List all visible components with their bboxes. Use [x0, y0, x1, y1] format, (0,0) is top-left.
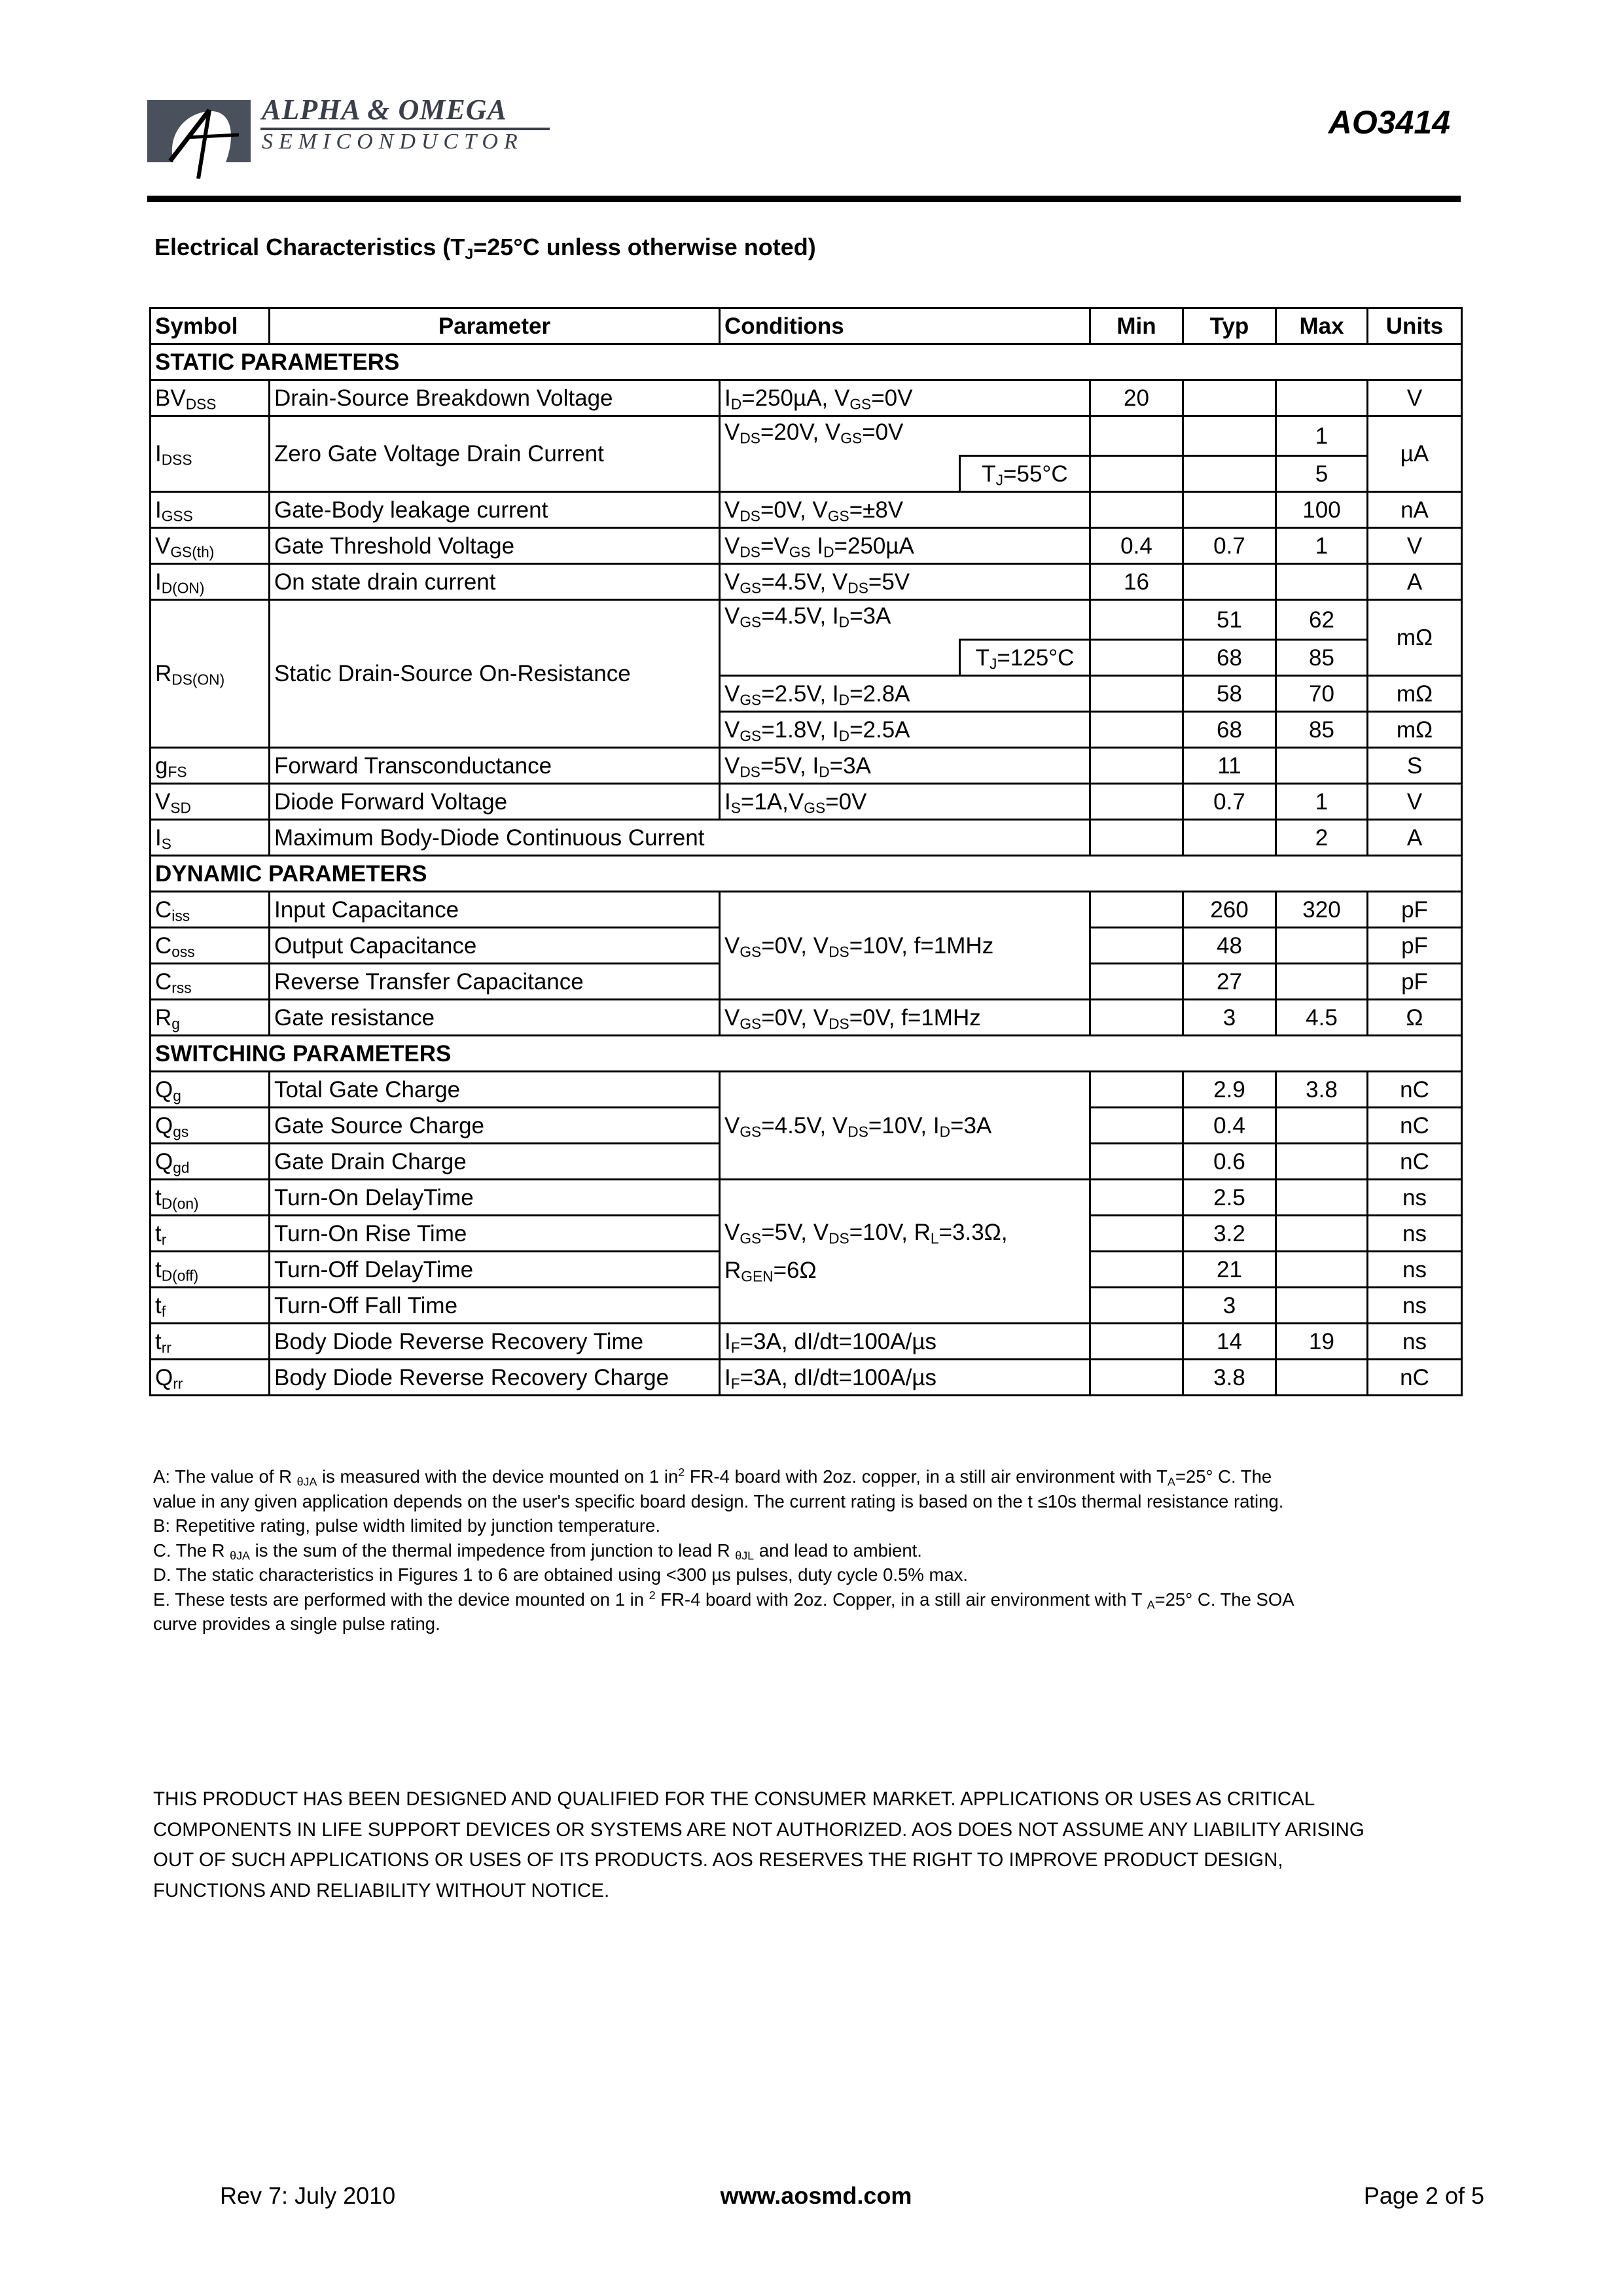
parameter-cell: Reverse Transfer Capacitance — [270, 964, 720, 1000]
max-cell: 1 — [1276, 416, 1368, 456]
parameter-cell: Input Capacitance — [270, 892, 720, 928]
table-row — [151, 600, 1462, 640]
table-row — [151, 1072, 1462, 1108]
min-cell — [1090, 712, 1183, 748]
parameter-cell: Body Diode Reverse Recovery Time — [270, 1324, 720, 1360]
symbol-cell: $BV_{DSS}$ — [151, 380, 270, 416]
section-row — [151, 1036, 1462, 1072]
page-number: Page 2 of 5 — [1363, 2182, 1484, 2209]
dynamic-parameters-heading: DYNAMIC PARAMETERS — [151, 856, 1462, 892]
min-cell — [1090, 640, 1183, 676]
symbol-cell: $t_f$ — [151, 1288, 270, 1324]
typ-cell — [1183, 380, 1276, 416]
title-prefix: Electrical Characteristics (T — [154, 234, 465, 260]
symbol-cell: $I_{DSS}$ — [151, 416, 270, 492]
conditions-cell — [720, 1180, 1090, 1324]
typ-cell: 58 — [1183, 676, 1276, 712]
units-cell: µA — [1368, 416, 1462, 492]
parameter-cell: Maximum Body-Diode Continuous Current — [270, 820, 1090, 856]
typ-cell: 0.7 — [1183, 784, 1276, 820]
footnote-b: B: Repetitive rating, pulse width limited by junction temperature. — [153, 1515, 660, 1536]
min-cell — [1090, 1360, 1183, 1396]
max-cell — [1276, 928, 1368, 964]
units-cell: nC — [1368, 1144, 1462, 1180]
parameter-cell: Turn-Off DelayTime — [270, 1252, 720, 1288]
conditions-cell: $V_{DS}=0V$, $V_{GS}=\pm 8V$ — [720, 492, 1090, 528]
conditions-spacer — [720, 640, 960, 676]
parameter-cell: Gate resistance — [270, 1000, 720, 1036]
typ-cell: 2.9 — [1183, 1072, 1276, 1108]
footnote-a-cont: value in any given application depends on the user's specific board design. The current rating is based on the t ≤10s thermal resistance rating. — [153, 1491, 1284, 1511]
conditions-cell: $V_{GS}=4.5V$, $V_{DS}=5V$ — [720, 564, 1090, 600]
section-row — [151, 856, 1462, 892]
typ-cell: 48 — [1183, 928, 1276, 964]
table-row — [151, 380, 1462, 416]
section-title — [154, 234, 816, 261]
min-cell — [1090, 892, 1183, 928]
header-parameter: Parameter — [270, 308, 720, 344]
min-cell — [1090, 416, 1183, 456]
parameter-cell: Zero Gate Voltage Drain Current — [270, 416, 720, 492]
max-cell: 19 — [1276, 1324, 1368, 1360]
units-cell: nA — [1368, 492, 1462, 528]
max-cell — [1276, 1180, 1368, 1216]
table-row — [151, 416, 1462, 456]
min-cell: 16 — [1090, 564, 1183, 600]
max-cell: 5 — [1276, 456, 1368, 492]
typ-cell: 0.6 — [1183, 1144, 1276, 1180]
min-cell — [1090, 676, 1183, 712]
units-cell: ns — [1368, 1324, 1462, 1360]
table-row — [151, 1360, 1462, 1396]
parameter-cell: Turn-On Rise Time — [270, 1216, 720, 1252]
disclaimer-line: FUNCTIONS AND RELIABILITY WITHOUT NOTICE. — [153, 1879, 610, 1901]
max-cell: 100 — [1276, 492, 1368, 528]
header-max: Max — [1276, 308, 1368, 344]
symbol-cell: $Q_{gd}$ — [151, 1144, 270, 1180]
max-cell: 320 — [1276, 892, 1368, 928]
logo-company-name: ALPHA & OMEGA — [262, 94, 507, 126]
units-cell: nC — [1368, 1108, 1462, 1144]
min-cell — [1090, 820, 1183, 856]
min-cell — [1090, 1288, 1183, 1324]
min-cell: 20 — [1090, 380, 1183, 416]
conditions-cell: $V_{DS}=V_{GS}$ $I_D=250\mu A$ — [720, 528, 1090, 564]
footnote-d: D. The static characteristics in Figures 1 to 6 are obtained using <300 µs pulses, duty cycle 0.5% max. — [153, 1564, 969, 1585]
section-row — [151, 344, 1462, 380]
max-cell — [1276, 1360, 1368, 1396]
footnote-e-cont: curve provides a single pulse rating. — [153, 1614, 440, 1634]
symbol-cell: $V_{SD}$ — [151, 784, 270, 820]
units-cell: V — [1368, 380, 1462, 416]
parameter-cell: On state drain current — [270, 564, 720, 600]
max-cell: 62 — [1276, 600, 1368, 640]
symbol-cell: $g_{FS}$ — [151, 748, 270, 784]
symbol-cell: $R_{DS(ON)}$ — [151, 600, 270, 748]
parameter-cell: Turn-On DelayTime — [270, 1180, 720, 1216]
symbol-cell: $t_{D(on)}$ — [151, 1180, 270, 1216]
units-cell: Ω — [1368, 1000, 1462, 1036]
parameter-cell: Drain-Source Breakdown Voltage — [270, 380, 720, 416]
min-cell — [1090, 1252, 1183, 1288]
parameter-cell: Output Capacitance — [270, 928, 720, 964]
min-cell — [1090, 1000, 1183, 1036]
symbol-cell: $Q_g$ — [151, 1072, 270, 1108]
table-header-row — [151, 308, 1462, 344]
conditions-spacer — [720, 456, 960, 492]
typ-cell: 2.5 — [1183, 1180, 1276, 1216]
header-conditions: Conditions — [720, 308, 1090, 344]
footnotes — [153, 1464, 1462, 1636]
parameter-cell: Static Drain-Source On-Resistance — [270, 600, 720, 748]
header-symbol: Symbol — [151, 308, 270, 344]
disclaimer-line: COMPONENTS IN LIFE SUPPORT DEVICES OR SYSTEMS ARE NOT AUTHORIZED. AOS DOES NOT ASSUME ANY LIABILITY ARISING — [153, 1818, 1364, 1841]
footnote-c: C. The R $_{\theta JA}$ is the sum of the thermal impedence from junction to lead R $_{\theta JL}$ and lead to ambient. — [153, 1540, 922, 1562]
max-cell — [1276, 380, 1368, 416]
min-cell: 0.4 — [1090, 528, 1183, 564]
typ-cell — [1183, 492, 1276, 528]
conditions-temp-cell: $T_J=125^\circ C$ — [960, 640, 1090, 676]
disclaimer — [153, 1784, 1364, 1906]
symbol-cell: $t_r$ — [151, 1216, 270, 1252]
max-cell — [1276, 964, 1368, 1000]
typ-cell: 3.2 — [1183, 1216, 1276, 1252]
max-cell — [1276, 1288, 1368, 1324]
min-cell — [1090, 492, 1183, 528]
table-row — [151, 892, 1462, 928]
footnote-e: E. These tests are performed with the device mounted on 1 in $^2$ FR-4 board with 2oz. Copper, in a still air environment with T $_A$=25° C. The SOA — [153, 1588, 1294, 1611]
typ-cell — [1183, 416, 1276, 456]
revision-text: Rev 7: July 2010 — [220, 2182, 396, 2209]
units-cell: mΩ — [1368, 676, 1462, 712]
min-cell — [1090, 456, 1183, 492]
part-number: AO3414 — [1328, 104, 1450, 141]
max-cell — [1276, 1216, 1368, 1252]
conditions-cell: $I_F=3A$, dI/dt=100A/µs — [720, 1324, 1090, 1360]
conditions-cell: $I_F=3A$, dI/dt=100A/µs — [720, 1360, 1090, 1396]
electrical-characteristics-table — [149, 307, 1463, 1396]
conditions-cell: $V_{GS}=0V$, $V_{DS}=10V$, f=1MHz — [720, 892, 1090, 1000]
conditions-cell: $I_D=250\mu A$, $V_{GS}=0V$ — [720, 380, 1090, 416]
table-row — [151, 748, 1462, 784]
typ-cell — [1183, 456, 1276, 492]
min-cell — [1090, 964, 1183, 1000]
conditions-cell: $V_{DS}=20V$, $V_{GS}=0V$ — [720, 416, 1090, 456]
footnote-a: A: The value of R $_{\theta JA}$ is measured with the device mounted on 1 $in^2$ FR-4 board with 2oz. copper, in a still air environment with $T_A=25^\circ$ C. The — [153, 1466, 1272, 1489]
static-parameters-heading: STATIC PARAMETERS — [151, 344, 1462, 380]
max-cell: 3.8 — [1276, 1072, 1368, 1108]
typ-cell — [1183, 820, 1276, 856]
typ-cell: 11 — [1183, 748, 1276, 784]
timing-conditions-line-2: $R_{GEN}=6\Omega$ — [724, 1257, 817, 1285]
symbol-cell: $I_S$ — [151, 820, 270, 856]
title-suffix: =25°C unless otherwise noted) — [473, 234, 816, 260]
symbol-cell: $C_{iss}$ — [151, 892, 270, 928]
typ-cell: 21 — [1183, 1252, 1276, 1288]
units-cell: A — [1368, 820, 1462, 856]
switching-parameters-heading: SWITCHING PARAMETERS — [151, 1036, 1462, 1072]
min-cell — [1090, 928, 1183, 964]
max-cell: 70 — [1276, 676, 1368, 712]
units-cell: nC — [1368, 1072, 1462, 1108]
parameter-cell: Total Gate Charge — [270, 1072, 720, 1108]
conditions-cell: $V_{GS}=0V$, $V_{DS}=0V$, f=1MHz — [720, 1000, 1090, 1036]
max-cell — [1276, 564, 1368, 600]
conditions-cell: $V_{GS}=4.5V$, $I_D=3A$ — [720, 600, 1090, 640]
typ-cell: 3 — [1183, 1000, 1276, 1036]
typ-cell: 3 — [1183, 1288, 1276, 1324]
table-row — [151, 1324, 1462, 1360]
timing-conditions-line-1: $V_{GS}=5V$, $V_{DS}=10V$, $R_L=3.3\Omega$, — [724, 1219, 1008, 1247]
typ-cell — [1183, 564, 1276, 600]
parameter-cell: Forward Transconductance — [270, 748, 720, 784]
header-units: Units — [1368, 308, 1462, 344]
max-cell — [1276, 1252, 1368, 1288]
disclaimer-line: THIS PRODUCT HAS BEEN DESIGNED AND QUALIFIED FOR THE CONSUMER MARKET. APPLICATIONS OR USES AS CRITICAL — [153, 1788, 1315, 1810]
min-cell — [1090, 1072, 1183, 1108]
units-cell: S — [1368, 748, 1462, 784]
units-cell: ns — [1368, 1252, 1462, 1288]
header-typ: Typ — [1183, 308, 1276, 344]
parameter-cell: Turn-Off Fall Time — [270, 1288, 720, 1324]
max-cell: 1 — [1276, 528, 1368, 564]
symbol-cell: $Q_{rr}$ — [151, 1360, 270, 1396]
conditions-cell: $I_S=1A,V_{GS}=0V$ — [720, 784, 1090, 820]
units-cell: mΩ — [1368, 712, 1462, 748]
parameter-cell: Diode Forward Voltage — [270, 784, 720, 820]
units-cell: mΩ — [1368, 600, 1462, 676]
units-cell: ns — [1368, 1216, 1462, 1252]
max-cell — [1276, 1108, 1368, 1144]
min-cell — [1090, 1216, 1183, 1252]
min-cell — [1090, 1144, 1183, 1180]
typ-cell: 68 — [1183, 640, 1276, 676]
units-cell: pF — [1368, 928, 1462, 964]
min-cell — [1090, 784, 1183, 820]
symbol-cell: $C_{oss}$ — [151, 928, 270, 964]
max-cell — [1276, 748, 1368, 784]
units-cell: A — [1368, 564, 1462, 600]
typ-cell: 0.7 — [1183, 528, 1276, 564]
parameter-cell: Gate Drain Charge — [270, 1144, 720, 1180]
table-row — [151, 820, 1462, 856]
typ-cell: 68 — [1183, 712, 1276, 748]
typ-cell: 260 — [1183, 892, 1276, 928]
max-cell: 4.5 — [1276, 1000, 1368, 1036]
min-cell — [1090, 1108, 1183, 1144]
units-cell: pF — [1368, 892, 1462, 928]
symbol-cell: $t_{rr}$ — [151, 1324, 270, 1360]
table-row — [151, 564, 1462, 600]
logo-company-subtitle: SEMICONDUCTOR — [262, 130, 524, 154]
conditions-temp-cell: $T_J=55^\circ C$ — [960, 456, 1090, 492]
min-cell — [1090, 1180, 1183, 1216]
typ-cell: 27 — [1183, 964, 1276, 1000]
min-cell — [1090, 600, 1183, 640]
typ-cell: 0.4 — [1183, 1108, 1276, 1144]
symbol-cell: $t_{D(off)}$ — [151, 1252, 270, 1288]
max-cell: 2 — [1276, 820, 1368, 856]
symbol-cell: $I_{GSS}$ — [151, 492, 270, 528]
table-row — [151, 528, 1462, 564]
website-link[interactable]: www.aosmd.com — [720, 2182, 912, 2209]
typ-cell: 51 — [1183, 600, 1276, 640]
table-row — [151, 492, 1462, 528]
min-cell — [1090, 1324, 1183, 1360]
symbol-cell: $V_{GS(th)}$ — [151, 528, 270, 564]
title-subscript: J — [465, 245, 474, 262]
disclaimer-line: OUT OF SUCH APPLICATIONS OR USES OF ITS PRODUCTS. AOS RESERVES THE RIGHT TO IMPROVE PRODUCT DESIGN, — [153, 1849, 1283, 1871]
conditions-cell: $V_{GS}=2.5V$, $I_D=2.8A$ — [720, 676, 1090, 712]
units-cell: V — [1368, 784, 1462, 820]
conditions-cell: $V_{DS}=5V$, $I_D=3A$ — [720, 748, 1090, 784]
symbol-cell: $Q_{gs}$ — [151, 1108, 270, 1144]
units-cell: ns — [1368, 1288, 1462, 1324]
min-cell — [1090, 748, 1183, 784]
conditions-cell: $V_{GS}=1.8V$, $I_D=2.5A$ — [720, 712, 1090, 748]
conditions-cell: $V_{GS}=4.5V$, $V_{DS}=10V$, $I_D=3A$ — [720, 1072, 1090, 1180]
units-cell: nC — [1368, 1360, 1462, 1396]
typ-cell: 14 — [1183, 1324, 1276, 1360]
parameter-cell: Gate-Body leakage current — [270, 492, 720, 528]
units-cell: pF — [1368, 964, 1462, 1000]
symbol-cell: $I_{D(ON)}$ — [151, 564, 270, 600]
units-cell: V — [1368, 528, 1462, 564]
parameter-cell: Body Diode Reverse Recovery Charge — [270, 1360, 720, 1396]
symbol-cell: $C_{rss}$ — [151, 964, 270, 1000]
parameter-cell: Gate Source Charge — [270, 1108, 720, 1144]
table-row — [151, 1000, 1462, 1036]
max-cell: 1 — [1276, 784, 1368, 820]
table-row — [151, 1180, 1462, 1216]
typ-cell: 3.8 — [1183, 1360, 1276, 1396]
units-cell: ns — [1368, 1180, 1462, 1216]
header-min: Min — [1090, 308, 1183, 344]
header-rule — [147, 196, 1461, 202]
symbol-cell: $R_g$ — [151, 1000, 270, 1036]
table-row — [151, 784, 1462, 820]
parameter-cell: Gate Threshold Voltage — [270, 528, 720, 564]
max-cell: 85 — [1276, 712, 1368, 748]
max-cell — [1276, 1144, 1368, 1180]
max-cell: 85 — [1276, 640, 1368, 676]
